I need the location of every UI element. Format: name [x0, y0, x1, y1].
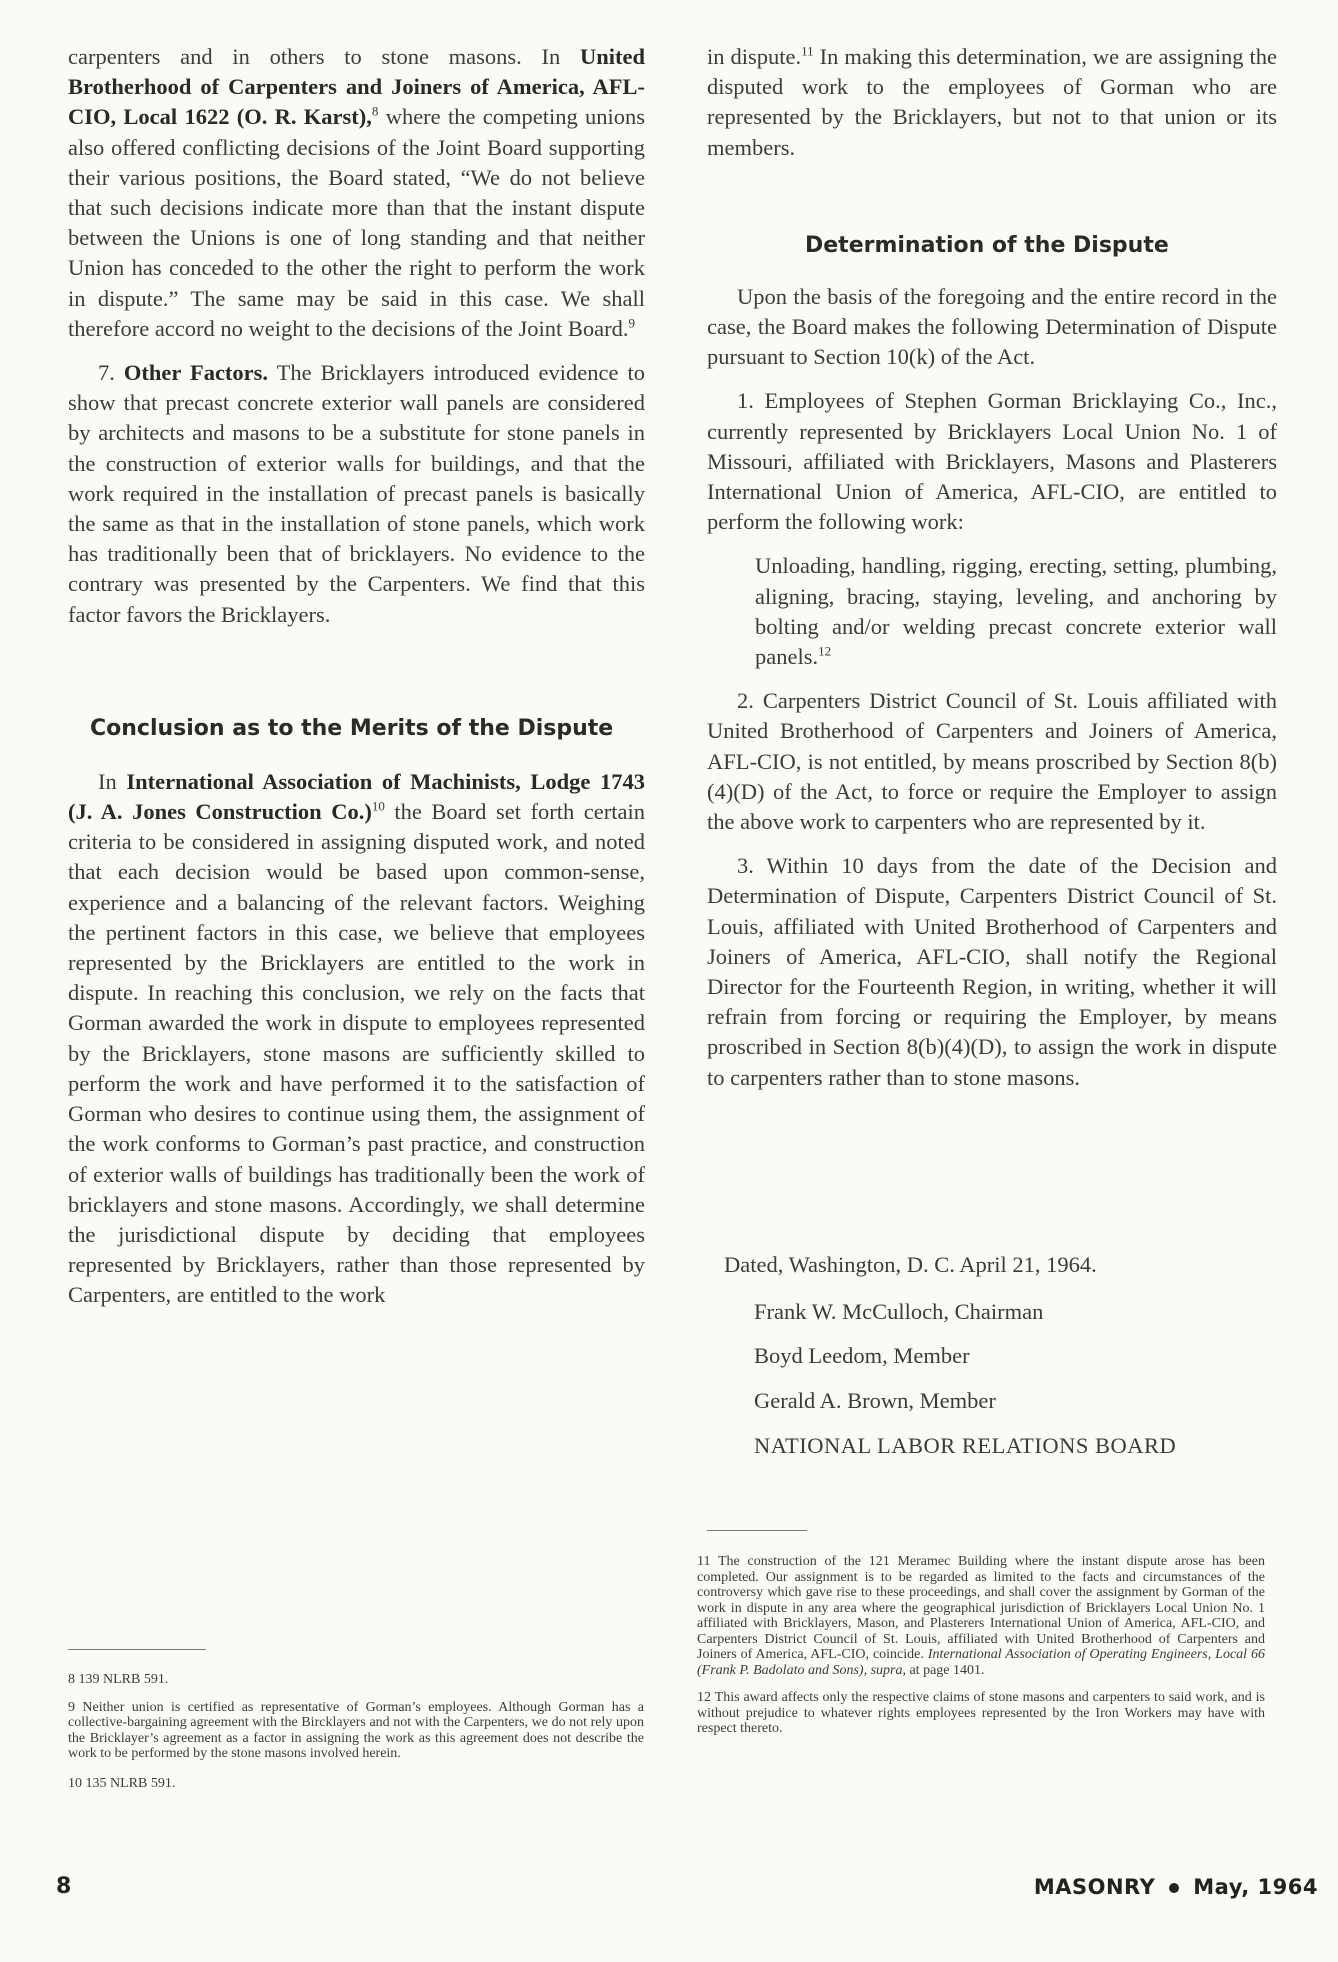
- work-description-quote: Unloading, handling, rigging, erecting, setting, plumbing, aligning, bracing, staying, leveling, and anchoring by bolting and/or welding precast concrete exterior wall panels.$^{12}$: [755, 553, 1277, 670]
- right-footnotes: [697, 1554, 1265, 1737]
- footnote-10: 10 135 NLRB 591.: [68, 1775, 176, 1791]
- determination-item-2: 2. Carpenters District Council of St. Louis affiliated with United Brotherhood of Carpenters and Joiners of America, AFL-CIO, is not entitled, by means proscribed by Section 8(b)(4)(D) of the Act, to force or require the Employer to assign the above work to carpenters who are represented by it.: [707, 688, 1277, 835]
- footnote-ref: 12: [818, 643, 832, 659]
- determination-item-3: 3. Within 10 days from the date of the Decision and Determination of Dispute, Carpenters District Council of St. Louis, affiliated with United Brotherhood of Carpenters and Joiners of America, AFL-CIO, shall notify the Regional Director for the Fourteenth Region, in writing, whether it will refrain from forcing or requiring the Employer, by means proscribed in Section 8(b)(4)(D), to assign the work in dispute to carpenters rather than to stone masons.: [707, 853, 1277, 1090]
- determination-item-1: 1. Employees of Stephen Gorman Bricklaying Co., Inc., currently represented by Bricklayers Local Union No. 1 of Missouri, affiliated with Bricklayers, Masons and Plasterers International Union of America, AFL-CIO, are entitled to perform the following work:: [707, 388, 1277, 535]
- section-heading-conclusion: Conclusion as to the Merits of the Dispute: [90, 715, 614, 741]
- bullet-icon: [1169, 1883, 1179, 1893]
- footnote-ref: 10: [371, 798, 385, 814]
- footnote-12: 12 This award affects only the respective claims of stone masons and carpenters to said work, and is without prejudice to whatever rights employees represented by the Iron Workers may have with respect thereto.: [697, 1690, 1265, 1736]
- footnote-11: 11 The construction of the 121 Meramec Building where the instant dispute arose has been completed. Our assignment is to be regarded as limited to the facts and circumstances of the controversy which gave rise to these proceedings, and shall cover the assignment by Gorman of the work in dispute in any area where the geographical jurisdiction of Bricklayers Local Union No. 1 affiliated with Bricklayers, Mason, and Plasterers International Union of America, AFL-CIO, and Carpenters District Council of St. Louis, affiliated with United Brotherhood of Carpenters and Joiners of America, AFL-CIO, coincide. International Association of Operating Engineers, Local 66 (Frank P. Badolato and Sons), supra, at page 1401.: [697, 1554, 1265, 1678]
- left-footnotes: [68, 1672, 644, 1791]
- paragraph-other-factors: 7. Other Factors. The Bricklayers introduced evidence to show that precast concrete exterior wall panels are considered by architects and masons to be a substitute for stone panels in the construction of exterior walls for buildings, and that the work required in the installation of precast panels is basically the same as that in the installation of stone panels, which work has traditionally been that of bricklayers. No evidence to the contrary was presented by the Carpenters. We find that this factor favors the Bricklayers.: [68, 360, 645, 627]
- footnote-ref: 8: [371, 103, 379, 119]
- page-number: 8: [56, 1874, 72, 1899]
- footnote-divider: [707, 1530, 807, 1531]
- section-heading-determination: Determination of the Dispute: [805, 232, 1169, 258]
- dated-line: Dated, Washington, D. C. April 21, 1964.: [724, 1252, 1097, 1277]
- footnote-9: 9 Neither union is certified as representative of Gorman’s employees. Although Gorman has a collective-bargaining agreement with the Bircklayers and not with the Carpenters, we do not rely upon the Bricklayer’s agreement as a factor in assigning the work as this agreement does not describe the work to be performed by the stone masons involved herein.: [68, 1699, 644, 1761]
- left-column: [68, 42, 645, 1311]
- board-name: NATIONAL LABOR RELATIONS BOARD: [754, 1433, 1177, 1458]
- footnote-divider: [68, 1649, 206, 1650]
- magazine-name: MASONRY: [1033, 1875, 1156, 1899]
- case-citation: United Brotherhood of Carpenters and Joiners of America, AFL-CIO, Local 1622 (O. R. Karst),: [68, 44, 645, 130]
- paragraph: in dispute.$^{11}$ In making this determination, we are assigning the disputed work to the employees of Gorman who are represented by the Bricklayers, but not to that union or its members.: [707, 43, 1278, 160]
- signatory-chairman: Frank W. McCulloch, Chairman: [754, 1299, 1044, 1324]
- paragraph: carpenters and in others to stone masons. In United Brotherhood of Carpenters and Joiners of America, AFL-CIO, Local 1622 (O. R. Karst),$^8$ where the competing unions also offered conflicting decisions of the Joint Board supporting their various positions, the Board stated, “We do not believe that such decisions indicate more than that the instant dispute between the Unions is one of long standing and that neither Union has conceded to the other the right to perform the work in dispute.” The same may be said in this case. We shall therefore accord no weight to the decisions of the Joint Board.$^9$: [68, 44, 645, 341]
- case-citation: International Association of Machinists, Lodge 1743 (J. A. Jones Construction Co.): [68, 768, 645, 825]
- footnote-8: 8 139 NLRB 591.: [68, 1672, 169, 1687]
- footnote-ref: 9: [628, 315, 635, 331]
- running-footer: [1034, 1875, 1318, 1899]
- signatory-member: Boyd Leedom, Member: [754, 1343, 970, 1368]
- signatory-member: Gerald A. Brown, Member: [754, 1388, 996, 1413]
- right-column: [707, 42, 1277, 1093]
- footnote-ref: 11: [801, 43, 814, 59]
- subheading-inline: Other Factors.: [123, 360, 269, 386]
- paragraph-conclusion: In International Association of Machinists, Lodge 1743 (J. A. Jones Construction Co.)$^{10}$ the Board set forth certain criteria to be considered in assigning disputed work, and noted that each decision would be based upon common-sense, experience and a balancing of the relevant factors. Weighing the pertinent factors in this case, we believe that employees represented by the Bricklayers are entitled to the work in dispute. In reaching this conclusion, we rely on the facts that Gorman awarded the work in dispute to employees represented by the Bricklayers, stone masons are sufficiently skilled to perform the work and have performed it to the satisfaction of Gorman who desires to continue using them, the assignment of the work conforms to Gorman’s past practice, and construction of exterior walls of buildings has traditionally been the work of bricklayers and stone masons. Accordingly, we shall determine the jurisdictional dispute by deciding that employees represented by Bricklayers, rather than those represented by Carpenters, are entitled to the work: [68, 768, 645, 1308]
- issue-date: May, 1964: [1193, 1875, 1318, 1899]
- paragraph: Upon the basis of the foregoing and the entire record in the case, the Board makes the following Determination of Dispute pursuant to Section 10(k) of the Act.: [707, 283, 1277, 370]
